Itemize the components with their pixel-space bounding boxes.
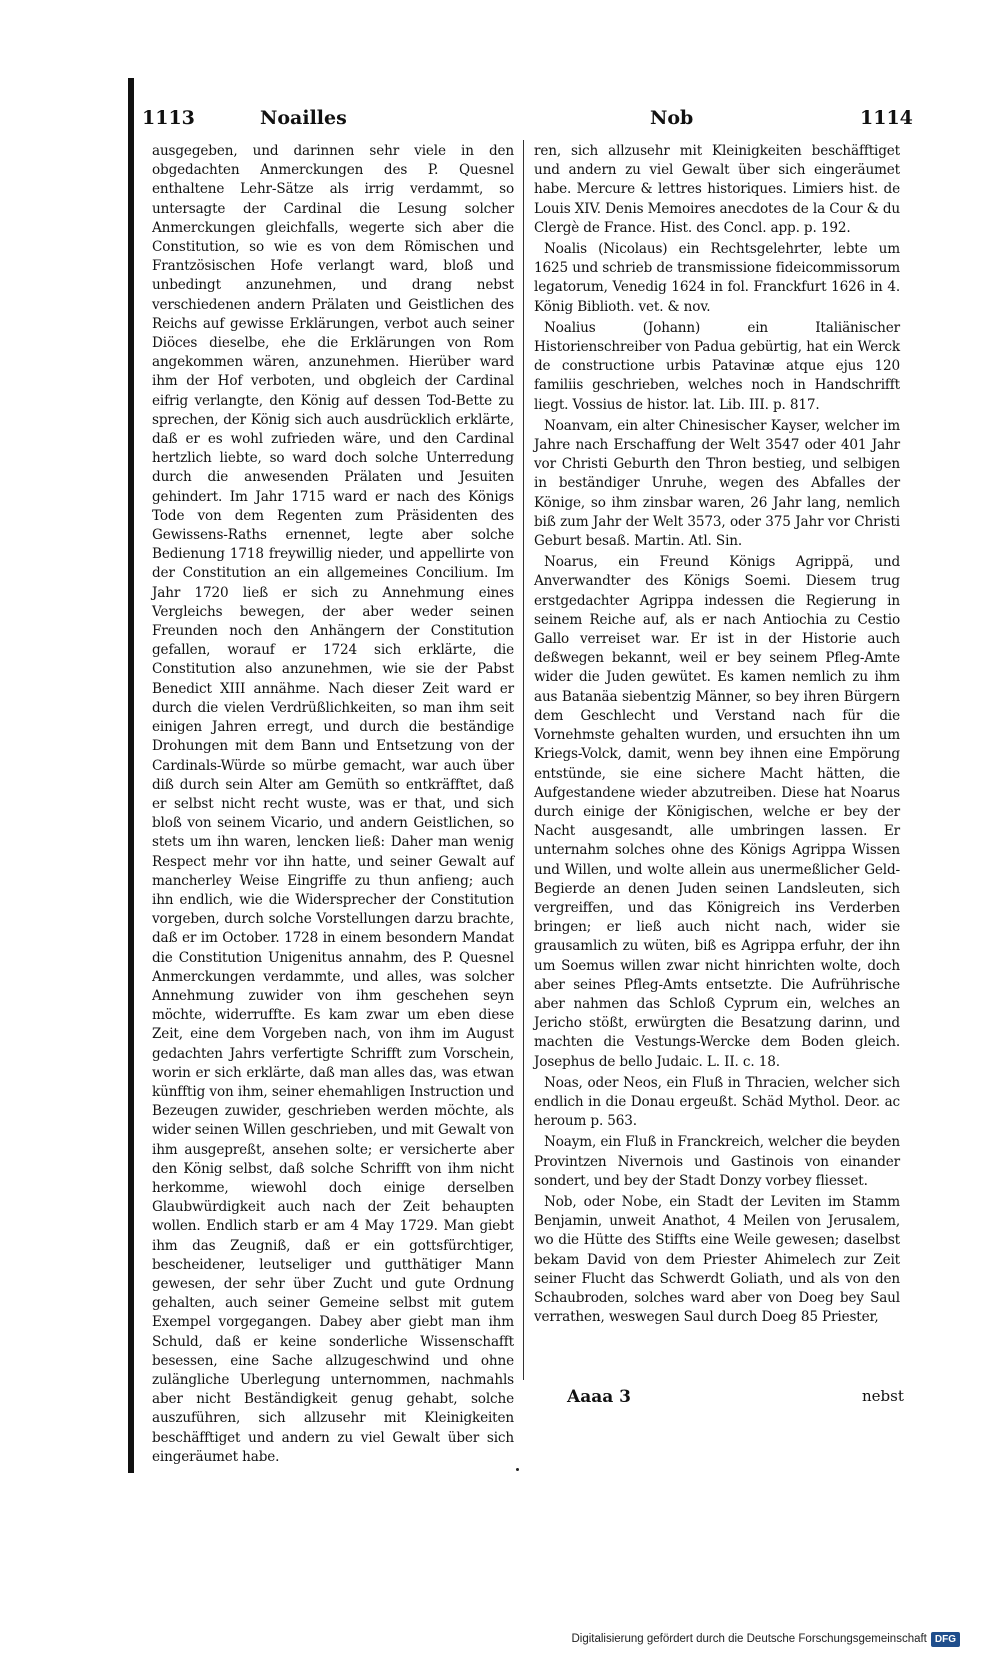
left-headword: Noailles [260, 107, 347, 129]
left-page-number: 1113 [142, 107, 195, 129]
entry-noalius: Noalius (Johann) ein Italiänischer Historienschreiber von Padua gebürtig, hat ein Werck de constructione urbis Patavinæ atque ejus 120 familiis geschrieben, welches noch in Handschrifft liegt. Vossius de histor. lat. Lib. III. p. 817. [534, 319, 900, 413]
right-paragraph-continuation: ren, sich allzusehr mit Kleinigkeiten beschäfftiget und andern zu viel Gewalt über sich eingeräumet habe. Mercure & lettres historiques. Limiers hist. de Louis XIV. Denis Memoires anecdotes de la Cour & du Clergè de France. Hist. des Concl. app. p. 192. [534, 143, 900, 236]
left-column [152, 142, 514, 1465]
catchword: nebst [862, 1387, 904, 1405]
page-binding-edge [128, 78, 134, 1473]
page-dot [516, 1468, 519, 1471]
dfg-logo: DFG [931, 1632, 960, 1647]
right-page-number: 1114 [860, 107, 913, 129]
entry-noanvam: Noanvam, ein alter Chinesischer Kayser, welcher im Jahre nach Erschaffung der Welt 3547 oder 401 Jahr vor Christi Geburth den Thron bestieg, und selbigen in beständiger Unruhe, wegen des Abfalles der Könige, so ihm zinsbar waren, 26 Jahr lang, nemlich biß zum Jahr der Welt 3573, oder 375 Jahr vor Christi Geburt besaß. Martin. Atl. Sin. [534, 417, 900, 550]
digitization-credit [571, 1630, 960, 1648]
signature-mark: Aaaa 3 [567, 1387, 631, 1407]
entry-nob: Nob, oder Nobe, ein Stadt der Leviten im Stamm Benjamin, unweit Anathot, 4 Meilen von Jerusalem, wo die Hütte des Stiffts eine Weile gewesen; daselbst bekam David von dem Priester Ahimelech zur Zeit seiner Flucht das Schwerdt Goliath, und als von den Schaubroden, solches ward aber von Doeg bey Saul verrathen, weswegen Saul durch Doeg 85 Priester, [534, 1193, 900, 1326]
entry-noalis: Noalis (Nicolaus) ein Rechtsgelehrter, lebte um 1625 und schrieb de transmissione fideicommissorum legatorum, Venedig 1624 in fol. Franckfurt 1626 in 4. König Biblioth. vet. & nov. [534, 241, 900, 315]
entry-noarus: Noarus, ein Freund Königs Agrippä, und Anverwandter des Königs Soemi. Diesem trug erstgedachter Agrippa indessen die Regierung in seinem Reiche auf, als er nach Antiochia zu Cestio Gallo verreiset war. Er ist in der Historie auch deßwegen bekannt, weil er bey seinem Pfleg-Amte wider die Juden gewütet. Es kamen nemlich zu ihm aus Batanäa siebentzig Männer, so bey ihren Bürgern dem Geschlecht und Verstand nach für die Vornehmste gehalten wurden, und ersuchten ihn um Kriegs-Volck, damit, wenn bey ihnen eine Empörung entstünde, sie eine sichere Macht hätten, die Aufgestandene wieder abzutreiben. Diese hat Noarus durch einige der Königischen, welche er bey der Nacht ausgesandt, alle umbringen lassen. Er unternahm solches ohne des Königs Agrippa Wissen und Willen, und wolte allein aus unermeßlicher Geld-Begierde an denen Juden seinen Landsleuten, sich vergreiffen, und das Königreich ins Verderben bringen; er ließ auch nicht nach, wider sie grausamlich zu wüten, biß es Agrippa erfuhr, der ihn um Soemus willen zwar nicht hinrichten wolte, doch aber seines Pfleg-Amts entsetzte. Die Aufrührische aber nahmen das Schloß Cyprum ein, welches an Jericho stößt, erwürgten die Besatzung darinn, und machten die Vestungs-Wercke dem Boden gleich. Josephus de bello Judaic. L. II. c. 18. [534, 554, 900, 1070]
entry-noas: Noas, oder Neos, ein Fluß in Thracien, welcher sich endlich in die Donau ergeußt. Schäd Mythol. Deor. ac heroum p. 563. [534, 1074, 900, 1130]
right-headword: Nob [650, 107, 694, 129]
entry-noaym: Noaym, ein Fluß in Franckreich, welcher die beyden Provintzen Nivernois und Gastinois von einander sondert, und bey der Stadt Donzy vorbey fliesset. [534, 1134, 900, 1189]
column-divider [523, 140, 524, 1380]
running-header [140, 107, 913, 137]
left-paragraph: ausgegeben, und darinnen sehr viele in den obgedachten Anmerckungen des P. Quesnel enthaltene Lehr-Sätze als irrig verdammt, so untersagte der Cardinal die Lesung solcher Anmerckungen gleichfalls, wegerte sich aber die Constitution, so wie es von dem Römischen und Frantzösischen Hofe verlangt ward, bloß und unbedingt anzunehmen, und drang nebst verschiedenen andern Prälaten und Geistlichen des Reichs auf gewisse Erklärungen, verbot auch seiner Diöces dieselbe, ehe die Erklärungen von Rom angekommen wären, anzunehmen. Hierüber ward ihm der Hof verboten, und obgleich der Cardinal eifrig verlangte, den König auf dessen Tod-Bette zu sprechen, der König sich auch ausdrücklich erklärte, daß er es wohl zufrieden wäre, und den Cardinal hertzlich liebte, so ward doch solche Unterredung durch die anwesenden Prälaten und Jesuiten gehindert. Im Jahr 1715 ward er nach des Königs Tode von dem Regenten zum Präsidenten des Gewissens-Raths ernennet, legte aber solche Bedienung 1718 freywillig nieder, und appellirte von der Constitution an ein allgemeines Concilium. Im Jahr 1720 ließ er sich zu Annehmung eines Vergleichs bewegen, der aber weder seinen Freunden noch den Anhängern der Constitution gefallen, worauf er 1724 sich erklärte, die Constitution also anzunehmen, wie sie der Pabst Benedict XIII annähme. Nach dieser Zeit ward er durch die vielen Verdrüßlichkeiten, so man ihm seit einigen Jahren erregt, und durch die beständige Drohungen mit dem Bann und Entsetzung von der Cardinals-Würde so mürbe gemacht, war auch über diß durch sein Alter am Gemüth so entkräfftet, daß er selbst nicht recht wuste, was er that, und sich bloß von seinem Vicario, und andern Geistlichen, so stets um ihn waren, lencken ließ: Daher man wenig Respect mehr vor ihn hatte, und seiner Gewalt auf mancherley Weise Eingriffe zu thun anfieng; auch ihn endlich, wie die Widersprecher der Constitution vorgeben, durch solche Vorstellungen darzu brachte, daß er im October. 1728 in einem besondern Mandat die Constitution Unigenitus annahm, des P. Quesnel Anmerckungen verdammte, und alles, was solcher Annehmung zuwider von ihm geschehen seyn möchte, widerruffte. Es kam zwar um eben diese Zeit, eine dem Vorgeben nach, von ihm im August gedachten Jahrs verfertigte Schrifft zum Vorschein, worin er sich erklärte, daß man alles das, was etwan künfftig von ihm, seiner ehemahligen Instruction und Bezeugen zuwider, geschrieben werden möchte, als wider seinen Willen geschrieben, und mit Gewalt von ihm ausgepreßt, ansehen solte; er versicherte aber den König selbst, daß solche Schrifft von ihm nicht herkomme, wiewohl doch einige derselben Glaubwürdigkeit auch nach der Zeit behaupten wollen. Endlich starb er am 4 May 1729. Man giebt ihm das Zeugniß, daß er ein gottsfürchtiger, bescheidener, leutseliger und gutthätiger Mann gewesen, der sehr über Zucht und gute Ordnung gehalten, auch seiner Gemeine selbst mit gutem Exempel vorgegangen. Dabey aber giebt man ihm Schuld, daß er keine sonderliche Wissenschafft besessen, eine Sache allzugeschwind und ohne zulängliche Uberlegung unternommen, nachmahls aber nicht Beständigkeit genug gehabt, solche auszuführen, sich allzusehr mit Kleinigkeiten beschäfftiget und andern zu viel Gewalt über sich eingeräumet habe. [152, 143, 514, 1465]
credit-text: Digitalisierung gefördert durch die Deutsche Forschungsgemeinschaft [571, 1633, 927, 1645]
right-column [534, 142, 900, 1422]
